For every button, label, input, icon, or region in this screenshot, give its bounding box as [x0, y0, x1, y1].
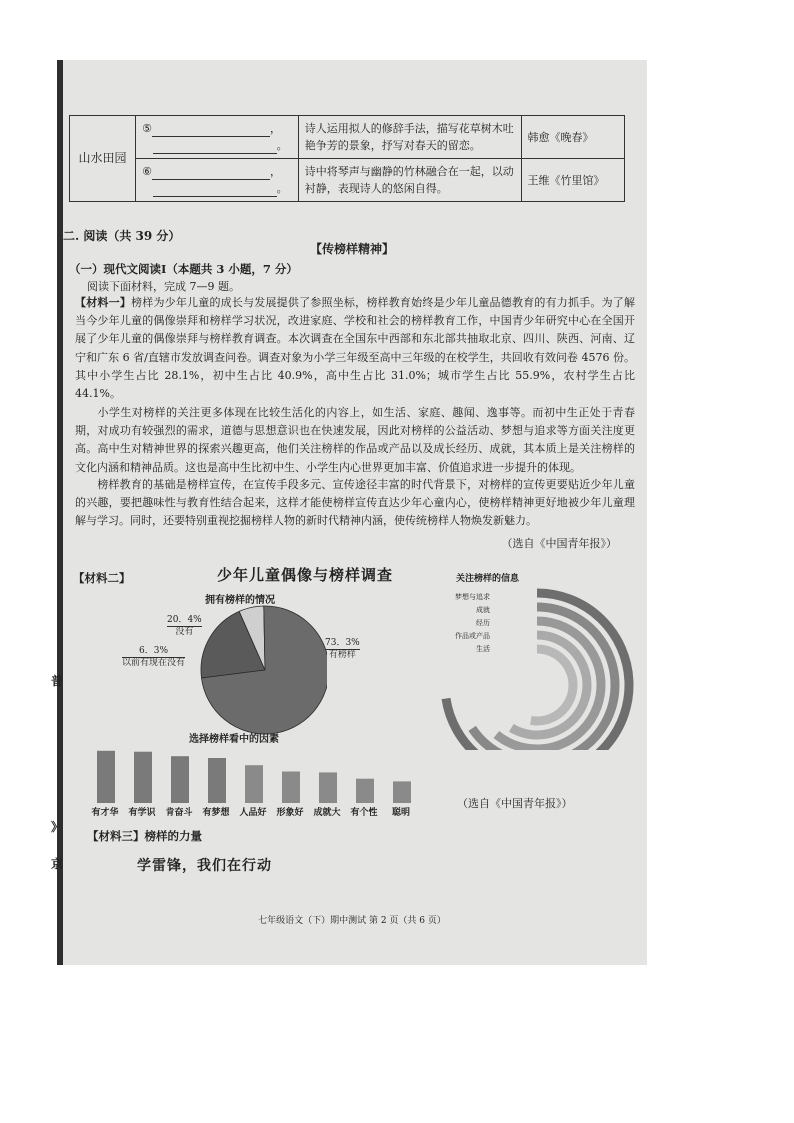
arc-label: 经历	[476, 619, 490, 627]
bar-label: 有个性	[350, 808, 378, 818]
arc-label: 成就	[476, 606, 490, 614]
arc-label: 作品或产品	[455, 632, 490, 640]
pie-label-past: 6．3% 以前有现在没有	[122, 646, 186, 668]
pie-label-have: 73．3% 有榜样	[325, 638, 360, 660]
material1-paragraph: 【材料一】榜样为少年儿童的成长与发展提供了参照坐标，榜样教育始终是少年儿童品德教育的有力抓手。为了解当今少年儿童的偶像崇拜和榜样学习状况，改进家庭、学校和社会的榜样教育工作，中国青少年研究中心在全国开展了少年儿童的偶像崇拜与榜样教育调查。本次调查在全国东中西部和东北部共抽取北京、四川、陕西、河南、辽宁和广东 6 省/直辖市发放调查问卷。调查对象为小学三年级至高中三年级的在校学生，共回收有效问卷 4576 份。其中小学生占比 28.1%，初中生占比 40.9%，高中生占比 31.0%；城市学生占比 55.9%，农村学生占比 44.1%。	[75, 296, 636, 401]
pie-label-none: 20．4% 没有	[167, 615, 202, 637]
material1-source: （选自《中国青年报》）	[501, 537, 617, 550]
description-cell: 诗中将琴声与幽静的竹林融合在一起，以动衬静，表现诗人的悠闲自得。	[298, 159, 521, 202]
material3-headline: 学雷锋，我们在行动	[137, 858, 272, 874]
answer-blank[interactable]	[153, 141, 277, 154]
theme-title: 【传榜样精神】	[309, 242, 394, 256]
category-cell: 山水田园	[70, 116, 136, 202]
material1-paragraph: 小学生对榜样的关注更多体现在比较生活化的内容上，如生活、家庭、趣闻、逸事等。而初中生正处于青春期，对成功有较强烈的需求，道德与思想意识也在快速发展，因此对榜样的公益活动、梦想与追求等方面关注度更高。高中生对精神世界的探索兴趣更高，他们关注榜样的作品或产品以及成长经历、成就，其本质上是关注榜样的文化内涵和精神品质。这也是高中生比初中生、小学生内心世界更加丰富、价值追求进一步提升的体现。	[75, 406, 635, 474]
material2-source: （选自《中国青年报》）	[457, 797, 573, 810]
bar	[393, 781, 411, 803]
margin-mark: 普	[51, 674, 64, 688]
description-cell: 诗人运用拟人的修辞手法，描写花草树木吐艳争芳的景象，抒写对春天的留恋。	[298, 116, 521, 159]
poem-table	[69, 115, 625, 202]
page-footer: 七年级语文（下）期中测试 第 2 页（共 6 页）	[258, 916, 446, 926]
bar	[245, 765, 263, 803]
bar	[356, 779, 374, 803]
bar-label: 肯奋斗	[165, 808, 193, 818]
bar-title: 选择榜样看中的因素	[189, 734, 279, 745]
margin-mark: 》	[51, 820, 64, 834]
table-row	[70, 159, 625, 202]
survey-title: 少年儿童偶像与榜样调查	[217, 566, 394, 584]
bar	[97, 751, 115, 803]
bar-label: 成就大	[313, 808, 341, 818]
source-cell: 韩愈《晚春》	[521, 116, 624, 159]
bar-label: 形象好	[276, 808, 304, 818]
answer-blank[interactable]	[153, 184, 277, 197]
bar	[208, 758, 226, 803]
bar-label: 有学识	[128, 808, 156, 818]
bar	[134, 752, 152, 803]
arc-title: 关注榜样的信息	[456, 574, 520, 584]
bar-label: 有梦想	[202, 808, 230, 818]
subsection-title: （一）现代文阅读Ⅰ（本题共 3 小题，7 分）	[69, 262, 298, 276]
arc-label: 生活	[476, 645, 490, 653]
margin-mark: 京	[51, 857, 64, 871]
material3-label: 【材料三】榜样的力量	[87, 829, 202, 843]
answer-blank[interactable]	[152, 124, 270, 137]
blank-cell: ⑤ ， 。	[136, 116, 299, 159]
radial-bar	[531, 649, 573, 721]
bar	[282, 772, 300, 804]
bar-chart	[87, 748, 427, 804]
instruction: 阅读下面材料，完成 7—9 题。	[87, 280, 240, 293]
table-row	[70, 116, 625, 159]
blank-cell: ⑥ ， 。	[136, 159, 299, 202]
radial-bar	[472, 607, 615, 750]
answer-blank[interactable]	[152, 167, 270, 180]
pie-title: 拥有榜样的情况	[205, 595, 275, 606]
bar-label: 聪明	[391, 808, 410, 818]
bar-label: 有才华	[91, 808, 119, 818]
section-title: 二. 阅读（共 39 分）	[63, 229, 181, 243]
material2-label: 【材料二】	[73, 571, 131, 585]
arc-label: 梦想与追求	[455, 593, 490, 601]
bar	[319, 772, 337, 803]
bar-label: 人品好	[239, 808, 267, 818]
bar	[171, 756, 189, 803]
source-cell: 王维《竹里馆》	[521, 159, 624, 202]
material1-paragraph: 榜样教育的基础是榜样宣传，在宣传手段多元、宣传途径丰富的时代背景下，对榜样的宣传更要贴近少年儿童的兴趣，要把趣味性与教育性结合起来，这样才能使榜样宣传直达少年心童内心，使榜样精神更好地被少年儿童理解与学习。同时，还要特别重视挖掘榜样人物的新时代精神内涵，使传统榜样人物焕发新魅力。	[75, 478, 635, 528]
exam-page	[57, 60, 647, 965]
